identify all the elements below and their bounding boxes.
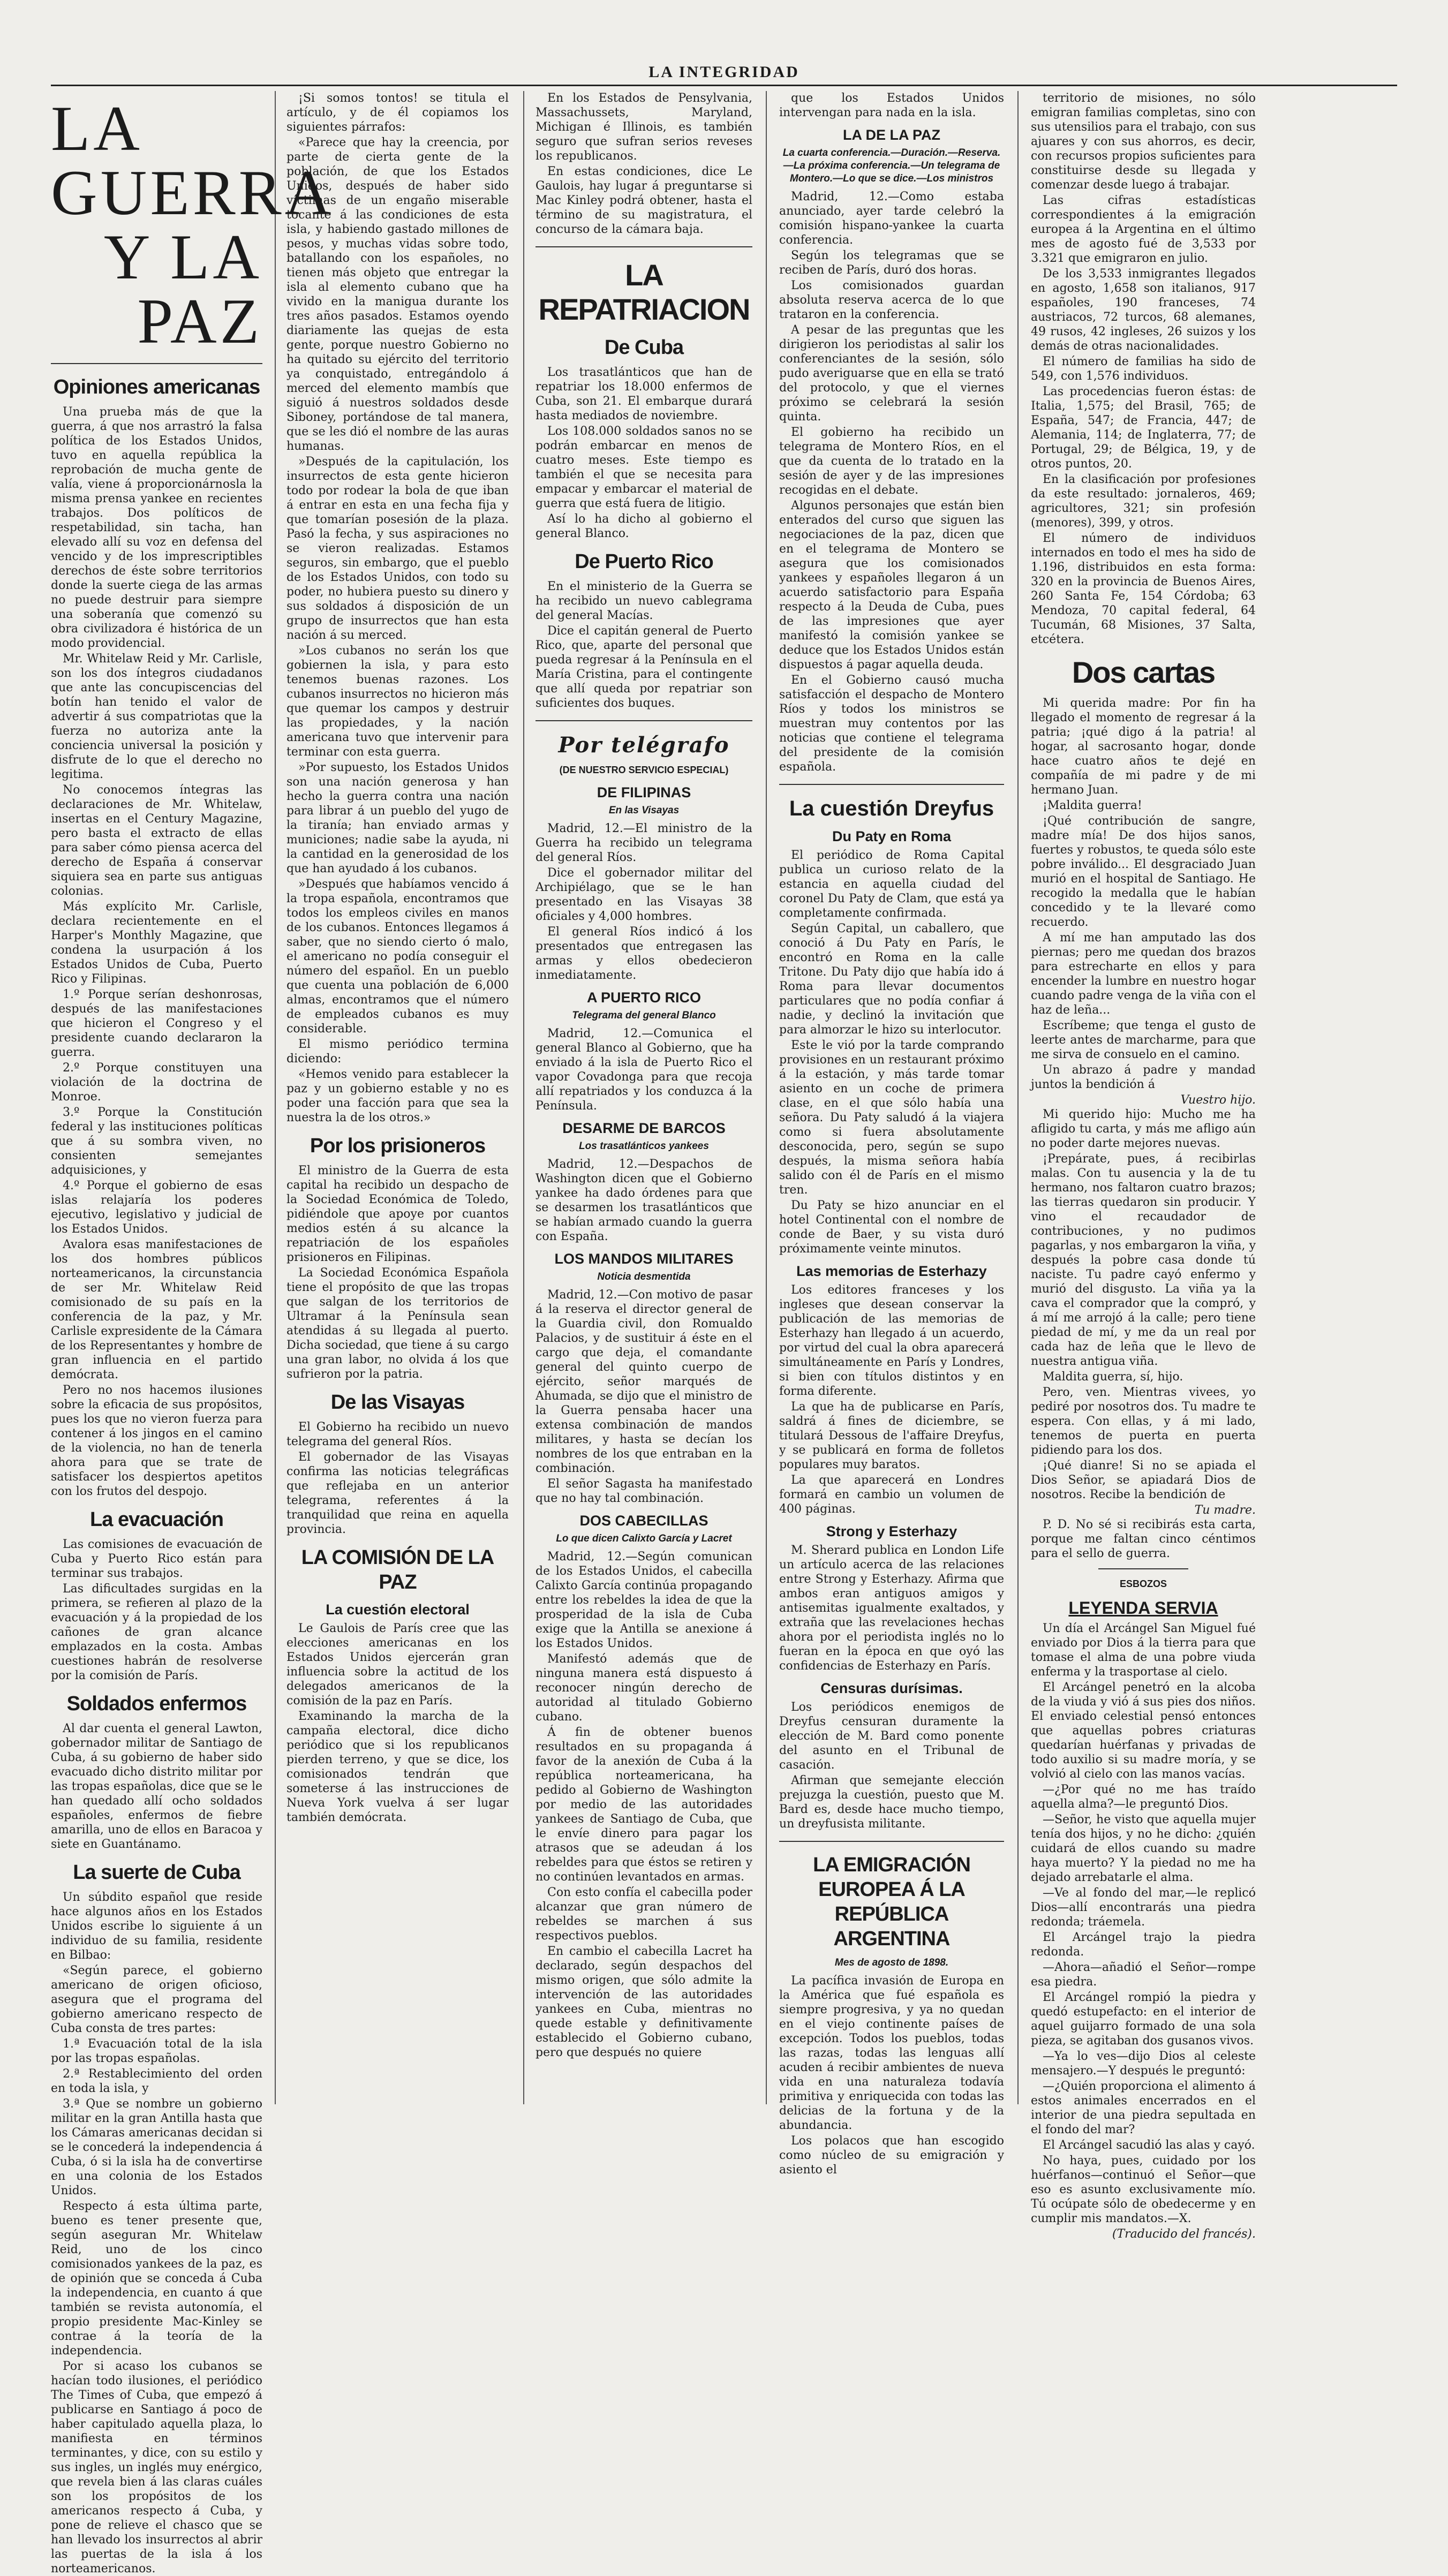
subheading-du-paty: Du Paty en Roma bbox=[832, 828, 952, 844]
subheading-noticia: Noticia desmentida bbox=[597, 1271, 691, 1282]
paragraph: El mismo periódico termina diciendo: bbox=[286, 1038, 509, 1066]
subheading-mes: Mes de agosto de 1898. bbox=[834, 1957, 949, 1968]
subheading-strong: Strong y Esterhazy bbox=[826, 1523, 957, 1539]
paragraph: Pero no nos hacemos ilusiones sobre la eficacia de sus propósitos, pues los que no vieron fuerza para contener á los jingos en el camino de la violencia, no han de tenerla ahora para que se trate de satisfacer los despiertos apetitos con los frutos del despojo. bbox=[51, 1384, 262, 1498]
paragraph: En cambio el cabecilla Lacret ha declarado, según despachos del mismo origen, que sólo admite la intervención de las autoridades yankees en Cuba, mientras no quede estable y definitivamente establecido el Gobierno cubano, pero que después no quiere bbox=[536, 1945, 752, 2059]
paragraph: ¡Si somos tontos! se titula el artículo, y de él copiamos los siguientes párrafos: bbox=[286, 92, 509, 134]
heading-leyenda-servia: LEYENDA SERVIA bbox=[1068, 1598, 1218, 1618]
paragraph: Según Capital, un caballero, que conoció á Du Paty en París, le encontró en Roma en la calle Tritone. Du Paty dijo que había ido á Roma para llevar documentos particulares que no podía confiar á nadie, y declinó la invitación que para almorzar le hizo su interlocutor. bbox=[779, 922, 1004, 1037]
heading-dreyfus: La cuestión Dreyfus bbox=[789, 797, 994, 820]
heading-evacuacion: La evacuación bbox=[90, 1508, 223, 1531]
signature: (Traducido del francés). bbox=[1112, 2227, 1256, 2241]
paragraph: Con esto confía el cabecilla poder alcanzar que gran número de rebeldes se marchen á sus respectivos pueblos. bbox=[536, 1886, 752, 1943]
paragraph: —Ya lo ves—dijo Dios al celeste mensajero.—Y después le preguntó: bbox=[1031, 2050, 1256, 2078]
paragraph: »Después que habíamos vencido á la tropa española, encontramos que todos los empleos civiles en manos de los cubanos. Entonces llegamos á saber, que no siendo cierto ó malo, el americano no podía conseguir el número del español. En un pueblo que cuenta una población de 6,000 almas, encontramos que el número de empleados cubanos es muy considerable. bbox=[286, 878, 509, 1036]
paragraph: P. D. No sé si recibirás esta carta, porque me faltan cinco céntimos para el sello de guerra. bbox=[1031, 1518, 1256, 1560]
paragraph: Los trasatlánticos que han de repatriar los 18.000 enfermos de Cuba, son 21. El embarque durará hasta mediados de noviembre. bbox=[536, 366, 752, 422]
paragraph: El Arcángel penetró en la alcoba de la viuda y vió á sus pies dos niños. El enviado celestial pensó entonces que aquellas pobres criaturas quedarían huérfanas y privadas de todo auxilio si su madre moría, y se volvió al cielo con las manos vacías. bbox=[1031, 1681, 1256, 1781]
subheading-mandos: LOS MANDOS MILITARES bbox=[554, 1251, 734, 1267]
heading-visayas: De las Visayas bbox=[330, 1391, 465, 1414]
paragraph: Según los telegramas que se reciben de París, duró dos horas. bbox=[779, 249, 1004, 277]
subheading-desarme: DESARME DE BARCOS bbox=[562, 1120, 726, 1136]
heading-opiniones: Opiniones americanas bbox=[53, 376, 260, 398]
paragraph: En los Estados de Pensylvania, Massachussets, Maryland, Michigan é Illinois, es también seguro que sufran serios reveses los republicanos. bbox=[536, 92, 752, 163]
paragraph: La que aparecerá en Londres formará en cambio un volumen de 400 páginas. bbox=[779, 1474, 1004, 1516]
subheading-cuarta-conferencia: La cuarta conferencia.—Duración.—Reserva.—La próxima conferencia.—Un telegrama de Montero.—Lo que se dice.—Los ministros bbox=[782, 147, 1001, 184]
main-title-line1: LA GUERRA bbox=[51, 93, 335, 228]
heading-emigracion: LA EMIGRACIÓN EUROPEA Á LA REPÚBLICA ARGENTINA bbox=[813, 1854, 970, 1950]
paragraph: Avalora esas manifestaciones de los dos hombres públicos norteamericanos, la circunstancia de ser Mr. Whitelaw Reid comisionado de su país en la conferencia de la paz, y Mr. Carlisle expresidente de la Cámara de los Representantes y hombre de gran influencia en el partido demócrata. bbox=[51, 1238, 262, 1381]
paragraph: Las dificultades surgidas en la primera, se refieren al plazo de la evacuación y á la propiedad de los cañones de gran alcance emplazados en la costa. Ambas cuestiones habrán de resolverse por la comisión de París. bbox=[51, 1582, 262, 1682]
heading-repatriacion: LA REPATRIACION bbox=[538, 258, 750, 326]
divider bbox=[536, 720, 752, 721]
paragraph: Las comisiones de evacuación de Cuba y Puerto Rico están para terminar sus trabajos. bbox=[51, 1538, 262, 1580]
paragraph: La pacífica invasión de Europa en la América que fué española es siempre progresiva, y ya no quedan en el viejo continente países de excepción. Todos los pueblos, todas las razas, todas las lenguas allí acuden á recibir ambientes de nueva vida en una naturaleza todavía primitiva y enriquecida con todas las delicias de la fortuna y de la abundancia. bbox=[779, 1974, 1004, 2132]
subheading-servicio: (DE NUESTRO SERVICIO ESPECIAL) bbox=[559, 765, 729, 775]
paragraph: Mi querida madre: Por fin ha llegado el momento de regresar á la patria; ¡qué digo á la patria! al hogar, al sacrosanto hogar, donde hace cuatro años te dejé en compañía de mi padre y de mi hermano Juan. bbox=[1031, 697, 1256, 797]
paragraph: El gobierno ha recibido un telegrama de Montero Ríos, en el que da cuenta de lo tratado en la sesión de ayer y de las impresiones recogidas en el debate. bbox=[779, 426, 1004, 497]
column-2 bbox=[286, 91, 509, 2104]
paragraph: Madrid, 12.—Según comunican de los Estados Unidos, el cabecilla Calixto García continúa propagando entre los rebeldes la idea de que la prosperidad de la isla de Cuba exige que la Antilla se anexione á los Estados Unidos. bbox=[536, 1550, 752, 1650]
paragraph: Pero, ven. Mientras vivees, yo pediré por nosotros dos. Tu madre te espera. Con ellas, y á mi lado, tenemos de puerta en puerta pidiendo para los dos. bbox=[1031, 1386, 1256, 1457]
paragraph: Las cifras estadísticas correspondientes á la emigración europea á la Argentina en el último mes de agosto fué de 3,533 por 3.321 que emigraron en julio. bbox=[1031, 194, 1256, 265]
subheading-cabecillas: DOS CABECILLAS bbox=[579, 1513, 708, 1529]
paragraph: Los editores franceses y los ingleses que desean conservar la publicación de las memorias de Esterhazy han llegado á un acuerdo, por virtud del cual la obra aparecerá simultáneamente en París y Londres, si bien con títulos distintos y en forma diferente. bbox=[779, 1283, 1004, 1398]
paragraph: En el Gobierno causó mucha satisfacción el despacho de Montero Ríos y todos los ministros se muestran muy contentos por las noticias que contiene el telegrama del presidente de la comisión española. bbox=[779, 674, 1004, 774]
heading-la-de-la-paz: LA DE LA PAZ bbox=[843, 127, 940, 143]
paragraph: Maldita guerra, sí, hijo. bbox=[1043, 1370, 1183, 1384]
paragraph: Un abrazo á padre y mandad juntos la bendición á bbox=[1031, 1063, 1256, 1091]
paragraph: Dice el capitán general de Puerto Rico, que, aparte del personal que pueda regresar á la Península en el María Cristina, para el contingente que allí queda por repatriar son suficientes dos buques. bbox=[536, 624, 752, 710]
paragraph: Al dar cuenta el general Lawton, gobernador militar de Santiago de Cuba, á su gobierno de haber sido evacuado dicho distrito militar por las tropas españolas, dice que se le han quedado allí ocho soldados españoles, enfermos de fiebre amarilla, uno de ellos en Baracoa y siete en Guantánamo. bbox=[51, 1722, 262, 1851]
paragraph: 3.ª Que se nombre un gobierno militar en la gran Antilla hasta que los Cámaras americanas decidan si se le concederá la independencia á Cuba, ó si la isla ha de convertirse en una colonia de los Estados Unidos. bbox=[51, 2097, 262, 2197]
paragraph: »Los cubanos no serán los que gobiernen la isla, y para esto tenemos buenas razones. Los cubanos insurrectos no hicieron más que quemar los campos y destruir las propiedades, y la nación americana tuvo que intervenir para terminar con esta guerra. bbox=[286, 644, 509, 759]
paragraph: Mi querido hijo: Mucho me ha afligido tu carta, y más me afligo aún no poder darte mejores nuevas. bbox=[1031, 1108, 1256, 1150]
paragraph: El Arcángel trajo la piedra redonda. bbox=[1031, 1931, 1256, 1959]
subheading-de-cuba: De Cuba bbox=[604, 336, 684, 359]
paragraph: 2.º Porque constituyen una violación de la doctrina de Monroe. bbox=[51, 1061, 262, 1104]
column-1 bbox=[51, 91, 335, 2575]
divider bbox=[779, 1841, 1004, 1842]
paragraph: Dice el gobernador militar del Archipiélago, que se le han presentado en las Visayas 38 oficiales y 4,000 hombres. bbox=[536, 866, 752, 923]
subheading-calixto: Lo que dicen Calixto García y Lacret bbox=[556, 1533, 732, 1544]
paragraph: El número de familias ha sido de 549, con 1,576 individuos. bbox=[1031, 355, 1256, 383]
paragraph: En la clasificación por profesiones da este resultado: jornaleros, 469; agricultores, 321; sin profesión (menores), 399, y otros. bbox=[1031, 473, 1256, 530]
paragraph: Por si acaso los cubanos se hacían todo ilusiones, el periódico The Times of Cuba, que empezó á publicarse en Santiago á poco de haber capitulado aquella plaza, lo manifiesta en términos terminantes, y dice, con su estilo y sus ingles, un inglés muy enérgico, que revela bien á las claras cuáles son los propósitos de los americanos respecto á Cuba, y pone de relieve el chasco que se han llevado los insurrectos al abrir las puertas de la isla á los norteamericanos. bbox=[51, 2360, 262, 2575]
paragraph: El señor Sagasta ha manifestado que no hay tal combinación. bbox=[536, 1477, 752, 1505]
paragraph: Madrid, 12.—Despachos de Washington dicen que el Gobierno yankee ha dado órdenes para que se desarmen los trasatlánticos que se habían armado cuando la guerra con España. bbox=[536, 1158, 752, 1243]
heading-suerte: La suerte de Cuba bbox=[73, 1861, 240, 1884]
subheading-telegrama: Telegrama del general Blanco bbox=[572, 1010, 716, 1021]
paragraph: Las procedencias fueron éstas: de Italia, 1,575; del Brasil, 765; de España, 547; de Francia, 447; de Alemania, 114; de Inglaterra, 77; de Portugal, 29; de Bélgica, 19, y de otros puntos, 20. bbox=[1031, 385, 1256, 471]
paragraph: Mr. Whitelaw Reid y Mr. Carlisle, son los dos íntegros ciudadanos que ante las concupiscencias del botín han tenido el valor de advertir á sus compatriotas que la fuerza no autoriza ante la conciencia universal la posición y disfrute de lo que el derecho no legitima. bbox=[51, 652, 262, 781]
column-separator bbox=[275, 91, 276, 2104]
paragraph: A pesar de las preguntas que les dirigieron los periodistas al salir los conferenciantes de la sesión, sólo pudo averiguarse que en ella se trató del protocolo, y que el viernes próximo se celebrará la sesión quinta. bbox=[779, 323, 1004, 424]
paragraph: Madrid, 12.—Comunica el general Blanco al Gobierno, que ha enviado á la isla de Puerto Rico el vapor Covadonga para que recoja allí repatriados y los conduzca á la Península. bbox=[536, 1027, 752, 1113]
paragraph: «Hemos venido para establecer la paz y un gobierno estable y no es poder una facción para que sea la nuestra la de los otros.» bbox=[286, 1068, 509, 1124]
paragraph: Más explícito Mr. Carlisle, declara recientemente en el Harper's Monthly Magazine, que condena la usurpación á los Estados Unidos de Cuba, Puerto Rico y Filipinas. bbox=[51, 900, 262, 986]
subheading-a-puerto-rico: A PUERTO RICO bbox=[586, 989, 702, 1006]
heading-dos-cartas: Dos cartas bbox=[1072, 655, 1215, 689]
subheading-filipinas: DE FILIPINAS bbox=[597, 784, 691, 800]
paragraph: Du Paty se hizo anunciar en el hotel Continental con el nombre de conde de Baer, y su vista duró próximamente veinte minutos. bbox=[779, 1199, 1004, 1256]
top-rule bbox=[51, 85, 1397, 86]
paragraph: M. Sherard publica en London Life un artículo acerca de las relaciones entre Strong y Esterhazy. Afirma que ambos eran antiguos amigos y antisemitas igualmente exaltados, y extraña que las revelaciones hechas ahora por el periodista inglés no lo fueran en la época en que oyó las confidencias de Esterhazy en París. bbox=[779, 1544, 1004, 1673]
paragraph: La Sociedad Económica Española tiene el propósito de que las tropas que salgan de los territorios de Ultramar á la Península sean atendidas á su llegada al puerto. Dicha sociedad, que tiene á su cargo una gran labor, no olvida á los que sufrieron por la patria. bbox=[286, 1266, 509, 1381]
divider bbox=[536, 246, 752, 247]
paragraph: Los 108.000 soldados sanos no se podrán embarcar en menos de cuatro meses. Este tiempo es también el que se necesita para empacar y embarcar el material de guerra que está fuera de litigio. bbox=[536, 425, 752, 510]
paragraph: 1.ª Evacuación total de la isla por las tropas españolas. bbox=[51, 2037, 262, 2065]
heading-comision: LA COMISIÓN DE LA PAZ bbox=[301, 1546, 494, 1593]
paragraph: —¿Por qué no me has traído aquella alma?—le preguntó Dios. bbox=[1031, 1783, 1256, 1811]
paragraph: Escríbeme; que tenga el gusto de leerte antes de marcharme, para que me sirva de consuelo en el camino. bbox=[1031, 1019, 1256, 1061]
paragraph: No conocemos íntegras las declaraciones de Mr. Whitelaw, insertas en el Century Magazine, pero basta el extracto de ellas para saber cómo piensa acerca del derecho de España á conservar siquiera sea en parte sus antiguas colonias. bbox=[51, 783, 262, 898]
paragraph: ¡Prepárate, pues, á recibirlas malas. Con tu ausencia y la de tu hermano, nos faltaron cuatro brazos; las tierras quedaron sin producir. Y vino el recaudador de contribuciones, y no pudimos pagarlas, y nos embargaron la viña, y después la pobre casa donde tú naciste. Tu padre cayó enfermo y murió del disgusto. La viña ya la cava el comprador que la compró, y á mí me arrojó á la calle; pero tiene piedad de mí, y me da un real por cada haz de leña que le llevo de nuestra antigua viña. bbox=[1031, 1152, 1256, 1368]
paragraph: «Según parece, el gobierno americano de origen oficioso, asegura que el programa del gobierno americano respecto de Cuba consta de tres partes: bbox=[51, 1964, 262, 2035]
subheading-electoral: La cuestión electoral bbox=[326, 1601, 470, 1618]
paragraph: Madrid, 12.—El ministro de la Guerra ha recibido un telegrama del general Ríos. bbox=[536, 822, 752, 864]
paragraph: que los Estados Unidos intervengan para nada en la isla. bbox=[779, 92, 1004, 119]
paragraph: Afirman que semejante elección prejuzga la cuestión, puesto que M. Bard es, desde hace mucho tiempo, un dreyfusista militante. bbox=[779, 1774, 1004, 1831]
paragraph: ¡Qué dianre! Si no se apiada el Dios Señor, se apiadará Dios de nosotros. Recibe la bendición de bbox=[1031, 1459, 1256, 1501]
paragraph: —Señor, he visto que aquella mujer tenía dos hijos, y no he dicho: ¿quién cuidará de ellos cuando su madre haya muerto? Y la piedad no me ha dejado arrebatarle el alma. bbox=[1031, 1813, 1256, 1884]
column-3 bbox=[536, 91, 752, 2104]
paragraph: Á fin de obtener buenos resultados en su propaganda á favor de la anexión de Cuba á la república norteamericana, ha pedido al Gobierno de Washington por medio de las autoridades yankees de Santiago de Cuba, que le envíe dinero para pagar los atrasos que se adeudan á los rebeldes para que éstos se retiren y no continúen levantados en armas. bbox=[536, 1726, 752, 1884]
column-separator bbox=[1017, 91, 1019, 2104]
subheading-esbozos: ESBOZOS bbox=[1119, 1578, 1167, 1589]
paragraph: 3.º Porque la Constitución federal y las instituciones políticas que á su sombra viven, no consienten semejantes adquisiciones, y bbox=[51, 1106, 262, 1177]
paragraph: Madrid, 12.—Con motivo de pasar á la reserva el director general de la Guardia civil, don Romualdo Palacios, y de sustituir á éste en el cargo que deja, el comandante general del quinto cuerpo de ejército, señor marqués de Ahumada, se dijo que el ministro de la Guerra pensaba hacer una extensa combinación de mandos militares, y hasta se decían los nombres de los que entraban en la combinación. bbox=[536, 1288, 752, 1475]
subheading-puerto-rico: De Puerto Rico bbox=[575, 550, 713, 573]
paragraph: 4.º Porque el gobierno de esas islas relajaría los poderes ejecutivo, legislativo y judicial de los Estados Unidos. bbox=[51, 1179, 262, 1236]
paragraph: A mí me han amputado las dos piernas; pero me quedan dos brazos para estrecharte en ellos y para encender la lumbre en nuestro hogar cuando padre venga de la viña con el haz de leña... bbox=[1031, 931, 1256, 1017]
paragraph: Este le vió por la tarde comprando provisiones en un restaurant próximo á la estación, y más tarde tomar asiento en un coche de primera clase, en el que sólo había una señora. Du Paty saludó á la viajera como si fuera absolutamente desconocida, pero, según se supo después, la misma señora había salido con él de París en el mismo tren. bbox=[779, 1039, 1004, 1197]
column-separator bbox=[523, 91, 524, 2104]
divider bbox=[779, 784, 1004, 785]
paragraph: —Ve al fondo del mar,—le replicó Dios—allí encontrarás una piedra redonda; tráemela. bbox=[1031, 1886, 1256, 1929]
column-separator bbox=[766, 91, 767, 2104]
subheading-memorias: Las memorias de Esterhazy bbox=[796, 1263, 987, 1279]
main-title-line2: Y LA PAZ bbox=[103, 221, 262, 357]
heading-soldados: Soldados enfermos bbox=[66, 1693, 247, 1715]
divider bbox=[51, 363, 262, 364]
paragraph: Los periódicos enemigos de Dreyfus censuran duramente la elección de M. Bard como ponente del asunto en el Tribunal de casación. bbox=[779, 1701, 1004, 1772]
divider bbox=[1098, 1568, 1188, 1569]
paragraph: El número de individuos internados en todo el mes ha sido de 1.196, distribuidos en esta forma: 320 en la provincia de Buenos Aires, 260 Santa Fe, 154 Córdoba; 63 Mendoza, 70 capital federal, 64 Tucumán, 68 Misiones, 37 Salta, etcétera. bbox=[1031, 532, 1256, 646]
subheading-en-visayas: En las Visayas bbox=[608, 805, 680, 816]
paragraph: El general Ríos indicó á los presentados que entregasen las armas y ellos obedecieron inmediatamente. bbox=[536, 925, 752, 982]
paragraph: —¿Quién proporciona el alimento á estos animales encerrados en el interior de una piedra sepultada en el fondo del mar? bbox=[1031, 2080, 1256, 2136]
paragraph: Examinando la marcha de la campaña electoral, dice dicho periódico que si los republicanos pierden terreno, y que se dice, los comisionados tendrán que someterse á las instrucciones de Nueva York vuelva á ser lugar también demócrata. bbox=[286, 1710, 509, 1824]
heading-prisioneros: Por los prisioneros bbox=[310, 1135, 486, 1157]
column-4 bbox=[779, 91, 1004, 2177]
paragraph: Un día el Arcángel San Miguel fué enviado por Dios á la tierra para que tomase el alma de una pobre viuda enferma y la trasportase al cielo. bbox=[1031, 1622, 1256, 1679]
paragraph: El Arcángel sacudió las alas y cayó. bbox=[1043, 2139, 1255, 2152]
paragraph: El ministro de la Guerra de esta capital ha recibido un despacho de la Sociedad Económica de Toledo, pidiéndole que apoye por cuantos medios estén á su alcance la repatriación de los españoles prisioneros en Filipinas. bbox=[286, 1164, 509, 1264]
paragraph: Un súbdito español que reside hace algunos años en los Estados Unidos escribe lo siguiente á un individuo de su familia, residente en Bilbao: bbox=[51, 1891, 262, 1962]
paragraph: »Después de la capitulación, los insurrectos de esta gente hicieron todo por rodear la bola de que iban á entrar en esta en una fecha fija y que tomarían posesión de la plaza. Pasó la fecha, y sus aspiraciones no se vieron realizadas. Estamos seguros, sin embargo, que el pueblo de los Estados Unidos, con todo su poder, no hubiera puesto su dinero y sus soldados á disposición de un grupo de insurrectos que han esta nación á su merced. bbox=[286, 455, 509, 642]
main-title bbox=[51, 93, 335, 357]
paragraph: El Gobierno ha recibido un nuevo telegrama del general Ríos. bbox=[286, 1421, 509, 1448]
paragraph: Una prueba más de que la guerra, á que nos arrastró la falsa política de los Estados Unidos, tuvo en aquella república la reprobación de mucha gente de valía, viene á proporcionárnosla la misma prensa yankee en recientes trabajos. Dos políticos de respetabilidad, sin tacha, han elevado allí su voz en defensa del vencido y de los imprescriptibles derechos de éste sobre territorios donde la suerte ciega de las armas no puede destruir para siempre una soberanía que comenzó su obra civilizadora é histórica de un modo providencial. bbox=[51, 405, 262, 650]
paragraph: Le Gaulois de París cree que las elecciones americanas en los Estados Unidos ejercerán gran influencia sobre la actitud de los delegados americanos de la comisión de la paz en París. bbox=[286, 1622, 509, 1708]
paragraph: ¡Maldita guerra! bbox=[1043, 799, 1142, 812]
paragraph: Así lo ha dicho al gobierno el general Blanco. bbox=[536, 512, 752, 540]
paragraph: El gobernador de las Visayas confirma las noticias telegráficas que reflejaba en un anterior telegrama, referentes á la tranquilidad que reina en aquella provincia. bbox=[286, 1451, 509, 1536]
paragraph: Los comisionados guardan absoluta reserva acerca de lo que trataron en la conferencia. bbox=[779, 279, 1004, 321]
paragraph: ¡Qué contribución de sangre, madre mía! De dos hijos sanos, fuertes y robustos, te queda sólo este pobre inválido... El desgraciado Juan murió en el hospital de Santiago. He recogido la medalla que le habían concedido y te la llevaré como recuerdo. bbox=[1031, 814, 1256, 929]
paragraph: —Ahora—añadió el Señor—rompe esa piedra. bbox=[1031, 1961, 1256, 1989]
paragraph: Madrid, 12.—Como estaba anunciado, ayer tarde celebró la comisión hispano-yankee la cuarta conferencia. bbox=[779, 190, 1004, 247]
signature: Tu madre. bbox=[1194, 1504, 1256, 1517]
subheading-trasatlanticos: Los trasatlánticos yankees bbox=[579, 1140, 709, 1152]
paragraph: La que ha de publicarse en París, saldrá á fines de diciembre, se titulará Dessous de l'affaire Dreyfus, y se publicará en forma de folletos populares muy baratos. bbox=[779, 1400, 1004, 1471]
paragraph: El Arcángel rompió la piedra y quedó estupefacto: en el interior de aquel guijarro formado de una sola pieza, se agitaban dos gusanos vivos. bbox=[1031, 1991, 1256, 2048]
column-5 bbox=[1031, 91, 1256, 2241]
paragraph: 1.º Porque serían deshonrosas, después de las manifestaciones que hicieron el Congreso y el presidente cuando declararon la guerra. bbox=[51, 988, 262, 1059]
paragraph: Manifestó además que de ninguna manera está dispuesto á reconocer ningún derecho de autoridad al titulado Gobierno cubano. bbox=[536, 1652, 752, 1724]
paragraph: De los 3,533 inmigrantes llegados en agosto, 1,658 son italianos, 917 españoles, 190 franceses, 74 austriacos, 72 turcos, 68 alemanes, 49 rusos, 42 ingleses, 26 suizos y los demás de otras nacionalidades. bbox=[1031, 267, 1256, 353]
signature: Vuestro hijo. bbox=[1180, 1093, 1256, 1107]
paragraph: El periódico de Roma Capital publica un curioso relato de la estancia en aquella ciudad del coronel Du Paty de Clam, que está ya completamente confirmada. bbox=[779, 849, 1004, 920]
paragraph: No haya, pues, cuidado por los huérfanos—continuó el Señor—que eso es asunto exclusivamente mío. Tú ocúpate sólo de obedecerme y en cumplir mis mandatos.—X. bbox=[1031, 2154, 1256, 2225]
masthead: LA INTEGRIDAD bbox=[648, 63, 800, 81]
paragraph: «Parece que hay la creencia, por parte de cierta gente de la población, de que los Estados Unidos, después de haber sido víctimas de un engaño miserable tocante á las condiciones de esta isla, y habiendo gastado millones de pesos, y muchas vidas sobre todo, batallando con los españoles, no tienen más objeto que entregar la isla al elemento cubano que ha vivido en la manigua durante los tres años pasados. Estamos oyendo diariamente las quejas de esta gente, porque nuestro Gobierno no ha quitado su ejército del territorio ya conquistado, entregándolo á merced del elemento mambís que siguió á nuestros soldados desde Siboney, portándose de tal manera, que se les dió el nombre de las auras humanas. bbox=[286, 136, 509, 453]
paragraph: Los polacos que han escogido como núcleo de su emigración y asiento el bbox=[779, 2134, 1004, 2177]
paragraph: territorio de misiones, no sólo emigran familias completas, sino con sus utensilios para el trabajo, con sus ajuares y con sus ahorros, es decir, con recursos propios suficientes para constituirse desde su llegada y comenzar desde luego á trabajar. bbox=[1031, 92, 1256, 192]
paragraph: »Por supuesto, los Estados Unidos son una nación generosa y han hecho la guerra contra una nación para librar á un pueblo del yugo de la tiranía; han enviado armas y municiones; nadie sabe la ayuda, ni la cantidad en la generosidad de los que han ayudado á los cubanos. bbox=[286, 761, 509, 875]
paragraph: Respecto á esta última parte, bueno es tener presente que, según aseguran Mr. Whitelaw Reid, uno de los cinco comisionados yankees de la paz, es de opinión que se conceda á Cuba la independencia, en cuanto á que también se revista autonomía, el propio presidente Mac-Kinley se contrae á la teoría de la independencia. bbox=[51, 2200, 262, 2358]
paragraph: 2.ª Restablecimiento del orden en toda la isla, y bbox=[51, 2067, 262, 2095]
heading-telegrafo: Por telégrafo bbox=[558, 732, 730, 758]
paragraph: En estas condiciones, dice Le Gaulois, hay lugar á preguntarse si Mac Kinley podrá obtener, hasta el término de su magistratura, el concurso de la cámara baja. bbox=[536, 165, 752, 236]
paragraph: Algunos personajes que están bien enterados del curso que siguen las negociaciones de la paz, dicen que en el telegrama de Montero se asegura que los comisionados yankees y españoles llegaron á un acuerdo satisfactorio para España respecto á la Deuda de Cuba, pues de las impresiones que ayer manifestó la comisión yankee se deduce que los Estados Unidos están dispuestos á pagar aquella deuda. bbox=[779, 499, 1004, 671]
subheading-censuras: Censuras durísimas. bbox=[820, 1680, 963, 1696]
paragraph: En el ministerio de la Guerra se ha recibido un nuevo cablegrama del general Macías. bbox=[536, 580, 752, 622]
